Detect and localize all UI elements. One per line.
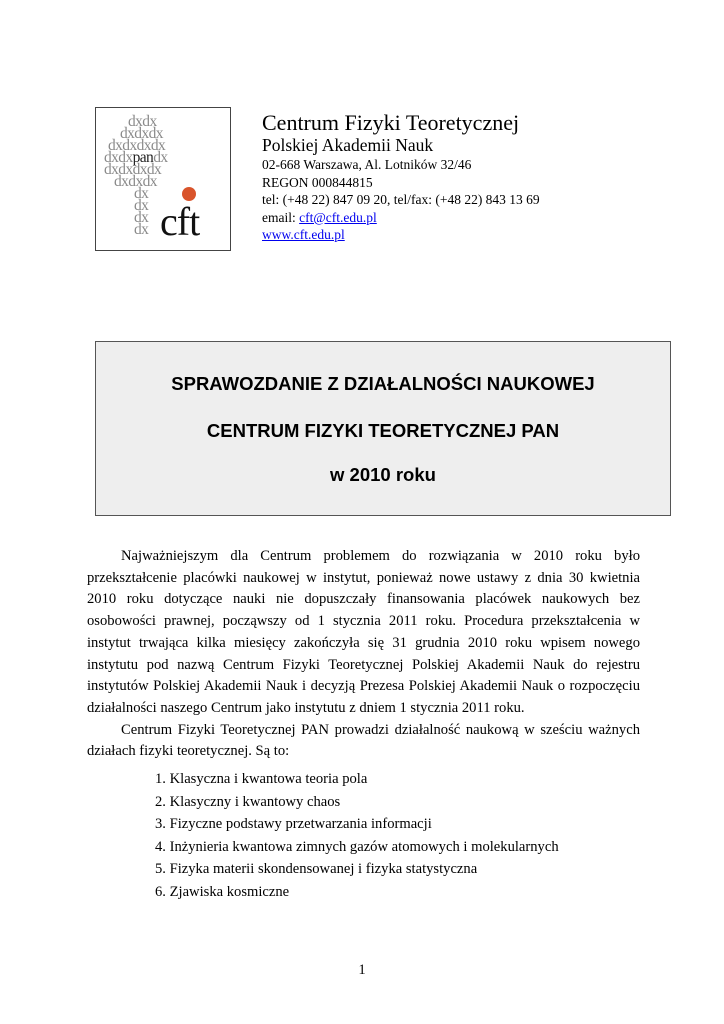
institution-email-line — [262, 209, 540, 227]
report-title-line-2: CENTRUM FIZYKI TEORETYCZNEJ PAN — [206, 420, 560, 441]
logo-text-line: dx — [134, 185, 149, 202]
logo-text-line: dxdxdxdx — [104, 161, 162, 178]
logo-text-line: dx — [134, 221, 149, 238]
institution-header — [262, 110, 540, 244]
logo-text-line: dxdx — [128, 113, 157, 130]
logo-text-line: dxdxdx — [114, 173, 157, 190]
list-item: 5. Fizyka materii skondensowanej i fizyka statystyczna — [155, 861, 478, 878]
paragraph-1: Najważniejszym dla Centrum problemem do rozwiązania w 2010 roku było przekształcenie placówki naukowej w instytut, ponieważ nowe ustawy z dnia 30 kwietnia 2010 roku dotyczące nauki nie dopuszczały finansowania placówek naukowych bez osobowości prawnej, począwszy od 1 stycznia 2011 roku. Procedura przekształcenia w instytut trwająca kilka miesięcy zakończyła się 31 grudnia 2010 roku wpisem nowego instytutu pod nazwą Centrum Fizyki Teoretycznej Polskiej Akademii Nauk do rejestru instytutów Polskiej Akademii Nauk i decyzją Prezesa Polskiej Akademii Nauk o rozpoczęciu działalności naszego Centrum jako instytutu z dniem 1 stycznia 2011 roku. — [87, 548, 640, 716]
report-title-line-1: SPRAWOZDANIE Z DZIAŁALNOŚCI NAUKOWEJ — [171, 373, 595, 394]
logo-brand: cft — [160, 199, 200, 244]
institution-name: Centrum Fizyki Teoretycznej — [262, 110, 520, 135]
institution-subname: Polskiej Akademii Nauk — [262, 135, 434, 155]
institution-regon: REGON 000844815 — [262, 174, 373, 190]
report-title-year: w 2010 roku — [330, 464, 436, 485]
list-item: 6. Zjawiska kosmiczne — [155, 883, 290, 900]
logo-text-line: dxdxdxdx — [108, 137, 166, 154]
email-link[interactable]: cft@cft.edu.pl — [299, 209, 377, 225]
logo-text-line: dx — [134, 197, 149, 214]
logo-text: dxdx — [104, 149, 133, 166]
report-title-box — [95, 341, 671, 516]
logo-text-line: dx — [134, 209, 149, 226]
email-label: email: — [262, 209, 300, 225]
institution-website-line — [262, 226, 540, 244]
institution-address: 02-668 Warszawa, Al. Lotników 32/46 — [262, 157, 472, 172]
list-item: 2. Klasyczny i kwantowy chaos — [155, 793, 341, 810]
website-link[interactable]: www.cft.edu.pl — [262, 227, 345, 242]
logo-text-line: dxdxdx — [120, 125, 163, 142]
logo-pan: pan — [132, 149, 154, 166]
report-body — [87, 546, 640, 763]
cft-logo — [95, 107, 231, 251]
list-item: 1. Klasyczna i kwantowa teoria pola — [155, 771, 368, 787]
institution-phone: tel: (+48 22) 847 09 20, tel/fax: (+48 22) 843 13 69 — [262, 192, 540, 207]
list-item: 4. Inżynieria kwantowa zimnych gazów atomowych i molekularnych — [155, 838, 559, 855]
research-topics-list — [155, 768, 559, 904]
page-number: 1 — [358, 962, 366, 978]
logo-text: dx — [153, 149, 168, 166]
list-item: 3. Fizyczne podstawy przetwarzania informacji — [155, 816, 432, 833]
paragraph-2: Centrum Fizyki Teoretycznej PAN prowadzi działalność naukową w sześciu ważnych działach fizyki teoretycznej. Są to: — [87, 721, 640, 760]
